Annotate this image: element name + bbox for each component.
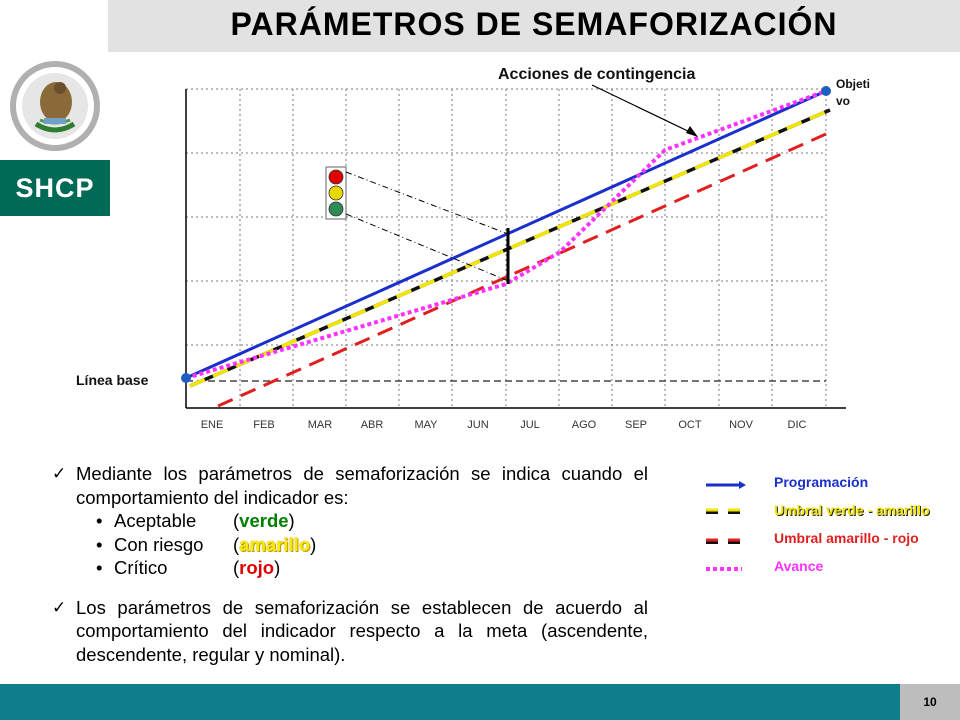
month-label: SEP (624, 419, 648, 431)
month-label: ENE (200, 419, 224, 431)
status-label: Con riesgo (114, 533, 204, 555)
baseline-label: Línea base (76, 372, 149, 388)
objective-point (821, 86, 831, 96)
legend-swatch-programacion (706, 474, 746, 494)
month-label: DIC (787, 419, 807, 431)
status-value-amarillo: amarillo (239, 533, 311, 555)
check-icon: ✓ (52, 464, 67, 483)
footer-bar (0, 684, 960, 720)
page-title: PARÁMETROS DE SEMAFORIZACIÓN (230, 6, 838, 42)
legend-swatch-verde-amarillo (706, 502, 746, 522)
paren: ( (233, 510, 240, 531)
month-label: AGO (571, 419, 597, 431)
month-label: MAR (307, 419, 333, 431)
check-icon: ✓ (52, 597, 67, 617)
list-item (96, 556, 648, 580)
status-label: Crítico (114, 557, 168, 578)
list-item (96, 509, 648, 533)
arrow-head-icon (686, 126, 698, 137)
legend-label: Umbral verde - amarillo (774, 502, 930, 518)
page-number: 10 (900, 684, 960, 720)
legend-item-programacion (700, 474, 960, 494)
traffic-light-pointer (346, 172, 508, 234)
month-label: FEB (253, 419, 275, 431)
umbral-amarillo-rojo-line (218, 134, 826, 406)
bullet-paragraph (52, 596, 648, 667)
status-value-rojo: rojo (239, 557, 275, 578)
description-text (52, 462, 648, 666)
objective-label: Objeti (836, 77, 871, 91)
legend-item-avance (700, 558, 960, 578)
month-label: NOV (729, 419, 753, 431)
legend-item-umbral-verde-amarillo (700, 502, 960, 522)
objective-label: vo (836, 94, 851, 108)
paren: ( (233, 533, 240, 555)
traffic-light-icon (326, 167, 346, 219)
baseline-point (181, 373, 191, 383)
month-label: OCT (678, 419, 702, 431)
month-label: JUN (467, 419, 489, 431)
legend-swatch-amarillo-rojo (706, 530, 746, 550)
bullet-paragraph (52, 462, 648, 509)
legend-item-umbral-amarillo-rojo (700, 530, 960, 550)
legend-swatch-avance (706, 558, 746, 578)
paren: ) (274, 557, 281, 578)
status-label: Aceptable (114, 510, 197, 531)
contingency-annotation: Acciones de contingencia (498, 66, 696, 83)
paren: ( (233, 557, 240, 578)
month-label: ABR (360, 419, 384, 431)
paren: ) (288, 510, 295, 531)
bullet-dot-icon: • (96, 510, 103, 531)
legend-label: Umbral amarillo - rojo (774, 530, 919, 546)
shcp-logo: SHCP (0, 160, 110, 216)
legend-label: Avance (774, 558, 824, 574)
month-label: MAY (414, 419, 438, 431)
month-label: JUL (520, 419, 540, 431)
bullet-dot-icon: • (96, 533, 103, 555)
status-value-verde: verde (239, 510, 289, 531)
paren: ) (310, 533, 317, 555)
list-item (96, 533, 648, 557)
para2-text: Los parámetros de semaforización se establecen de acuerdo al comportamiento del indicador respecto a la meta (ascendente, descendente, regular y nominal). (76, 596, 648, 665)
intro-text: Mediante los parámetros de semaforización se indica cuando el comportamiento del indicador es: (76, 463, 648, 508)
contingency-arrow (592, 85, 694, 134)
legend-label: Programación (774, 474, 869, 490)
bullet-dot-icon: • (96, 557, 103, 578)
